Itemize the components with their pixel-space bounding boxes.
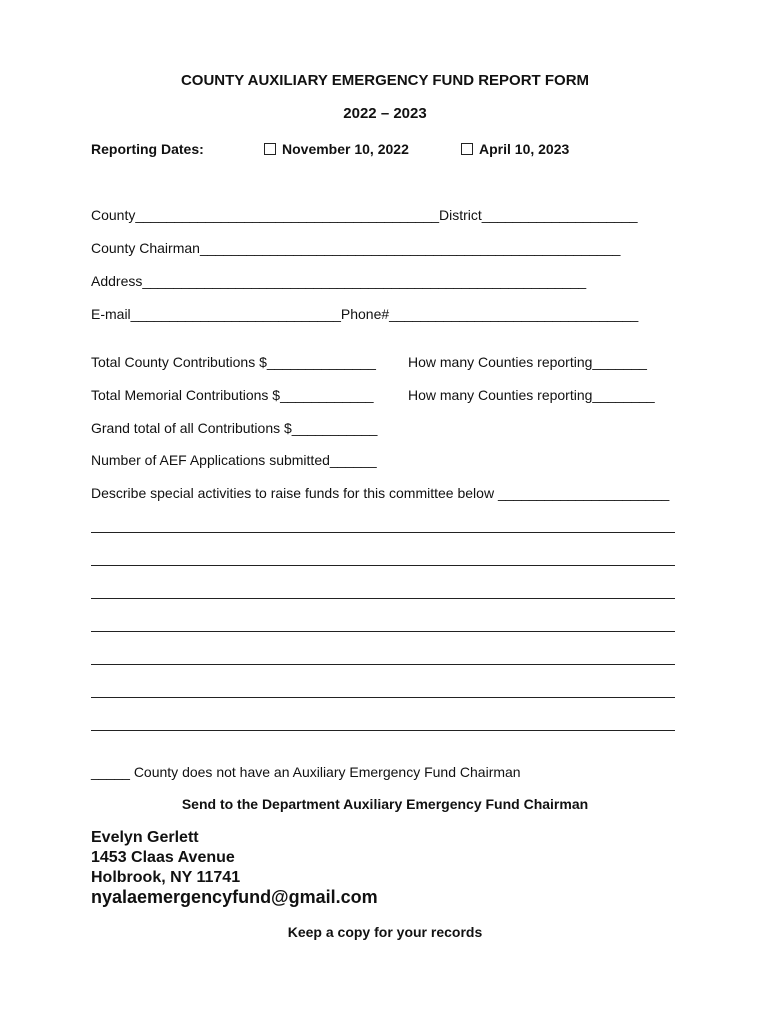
recipient-name: Evelyn Gerlett <box>91 829 199 846</box>
recipient-city: Holbrook, NY 11741 <box>91 869 241 886</box>
recipient-street: 1453 Claas Avenue <box>91 849 235 866</box>
form-years: 2022 – 2023 <box>343 105 427 122</box>
blank-line[interactable] <box>91 697 675 698</box>
grand-total-field[interactable]: Grand total of all Contributions $___________ <box>91 420 378 436</box>
form-title: COUNTY AUXILIARY EMERGENCY FUND REPORT FORM <box>180 72 590 89</box>
checkbox-icon[interactable] <box>264 143 276 155</box>
county-district-field[interactable]: County_______________________________________District____________________ <box>91 207 638 223</box>
reporting-dates-label: Reporting Dates: <box>91 141 204 157</box>
blank-line[interactable] <box>91 565 675 566</box>
total-memorial-contributions-field[interactable]: Total Memorial Contributions $____________ <box>91 387 374 403</box>
blank-line[interactable] <box>91 664 675 665</box>
reporting-option-november[interactable] <box>264 141 409 157</box>
recipient-email[interactable]: nyalaemergencyfund@gmail.com <box>91 887 378 907</box>
blank-line[interactable] <box>91 532 675 533</box>
no-chairman-field[interactable]: _____ County does not have an Auxiliary Emergency Fund Chairman <box>91 764 521 780</box>
send-to-heading: Send to the Department Auxiliary Emergency Fund Chairman <box>181 796 589 812</box>
reporting-option-november-label: November 10, 2022 <box>282 141 409 157</box>
blank-line[interactable] <box>91 631 675 632</box>
aef-applications-field[interactable]: Number of AEF Applications submitted______ <box>91 452 377 468</box>
reporting-option-april[interactable] <box>461 141 569 157</box>
email-phone-field[interactable]: E-mail___________________________Phone#________________________________ <box>91 306 639 322</box>
counties-reporting-field-2[interactable]: How many Counties reporting________ <box>408 387 655 403</box>
counties-reporting-field-1[interactable]: How many Counties reporting_______ <box>408 354 647 370</box>
blank-line[interactable] <box>91 730 675 731</box>
reporting-option-april-label: April 10, 2023 <box>479 141 570 157</box>
checkbox-icon[interactable] <box>461 143 473 155</box>
describe-activities-field[interactable]: Describe special activities to raise funds for this committee below ______________________ <box>91 485 670 501</box>
footer-note: Keep a copy for your records <box>287 924 483 940</box>
blank-line[interactable] <box>91 598 675 599</box>
address-field[interactable]: Address_________________________________________________________ <box>91 273 587 289</box>
total-county-contributions-field[interactable]: Total County Contributions $______________ <box>91 354 376 370</box>
county-chairman-field[interactable]: County Chairman______________________________________________________ <box>91 240 621 256</box>
